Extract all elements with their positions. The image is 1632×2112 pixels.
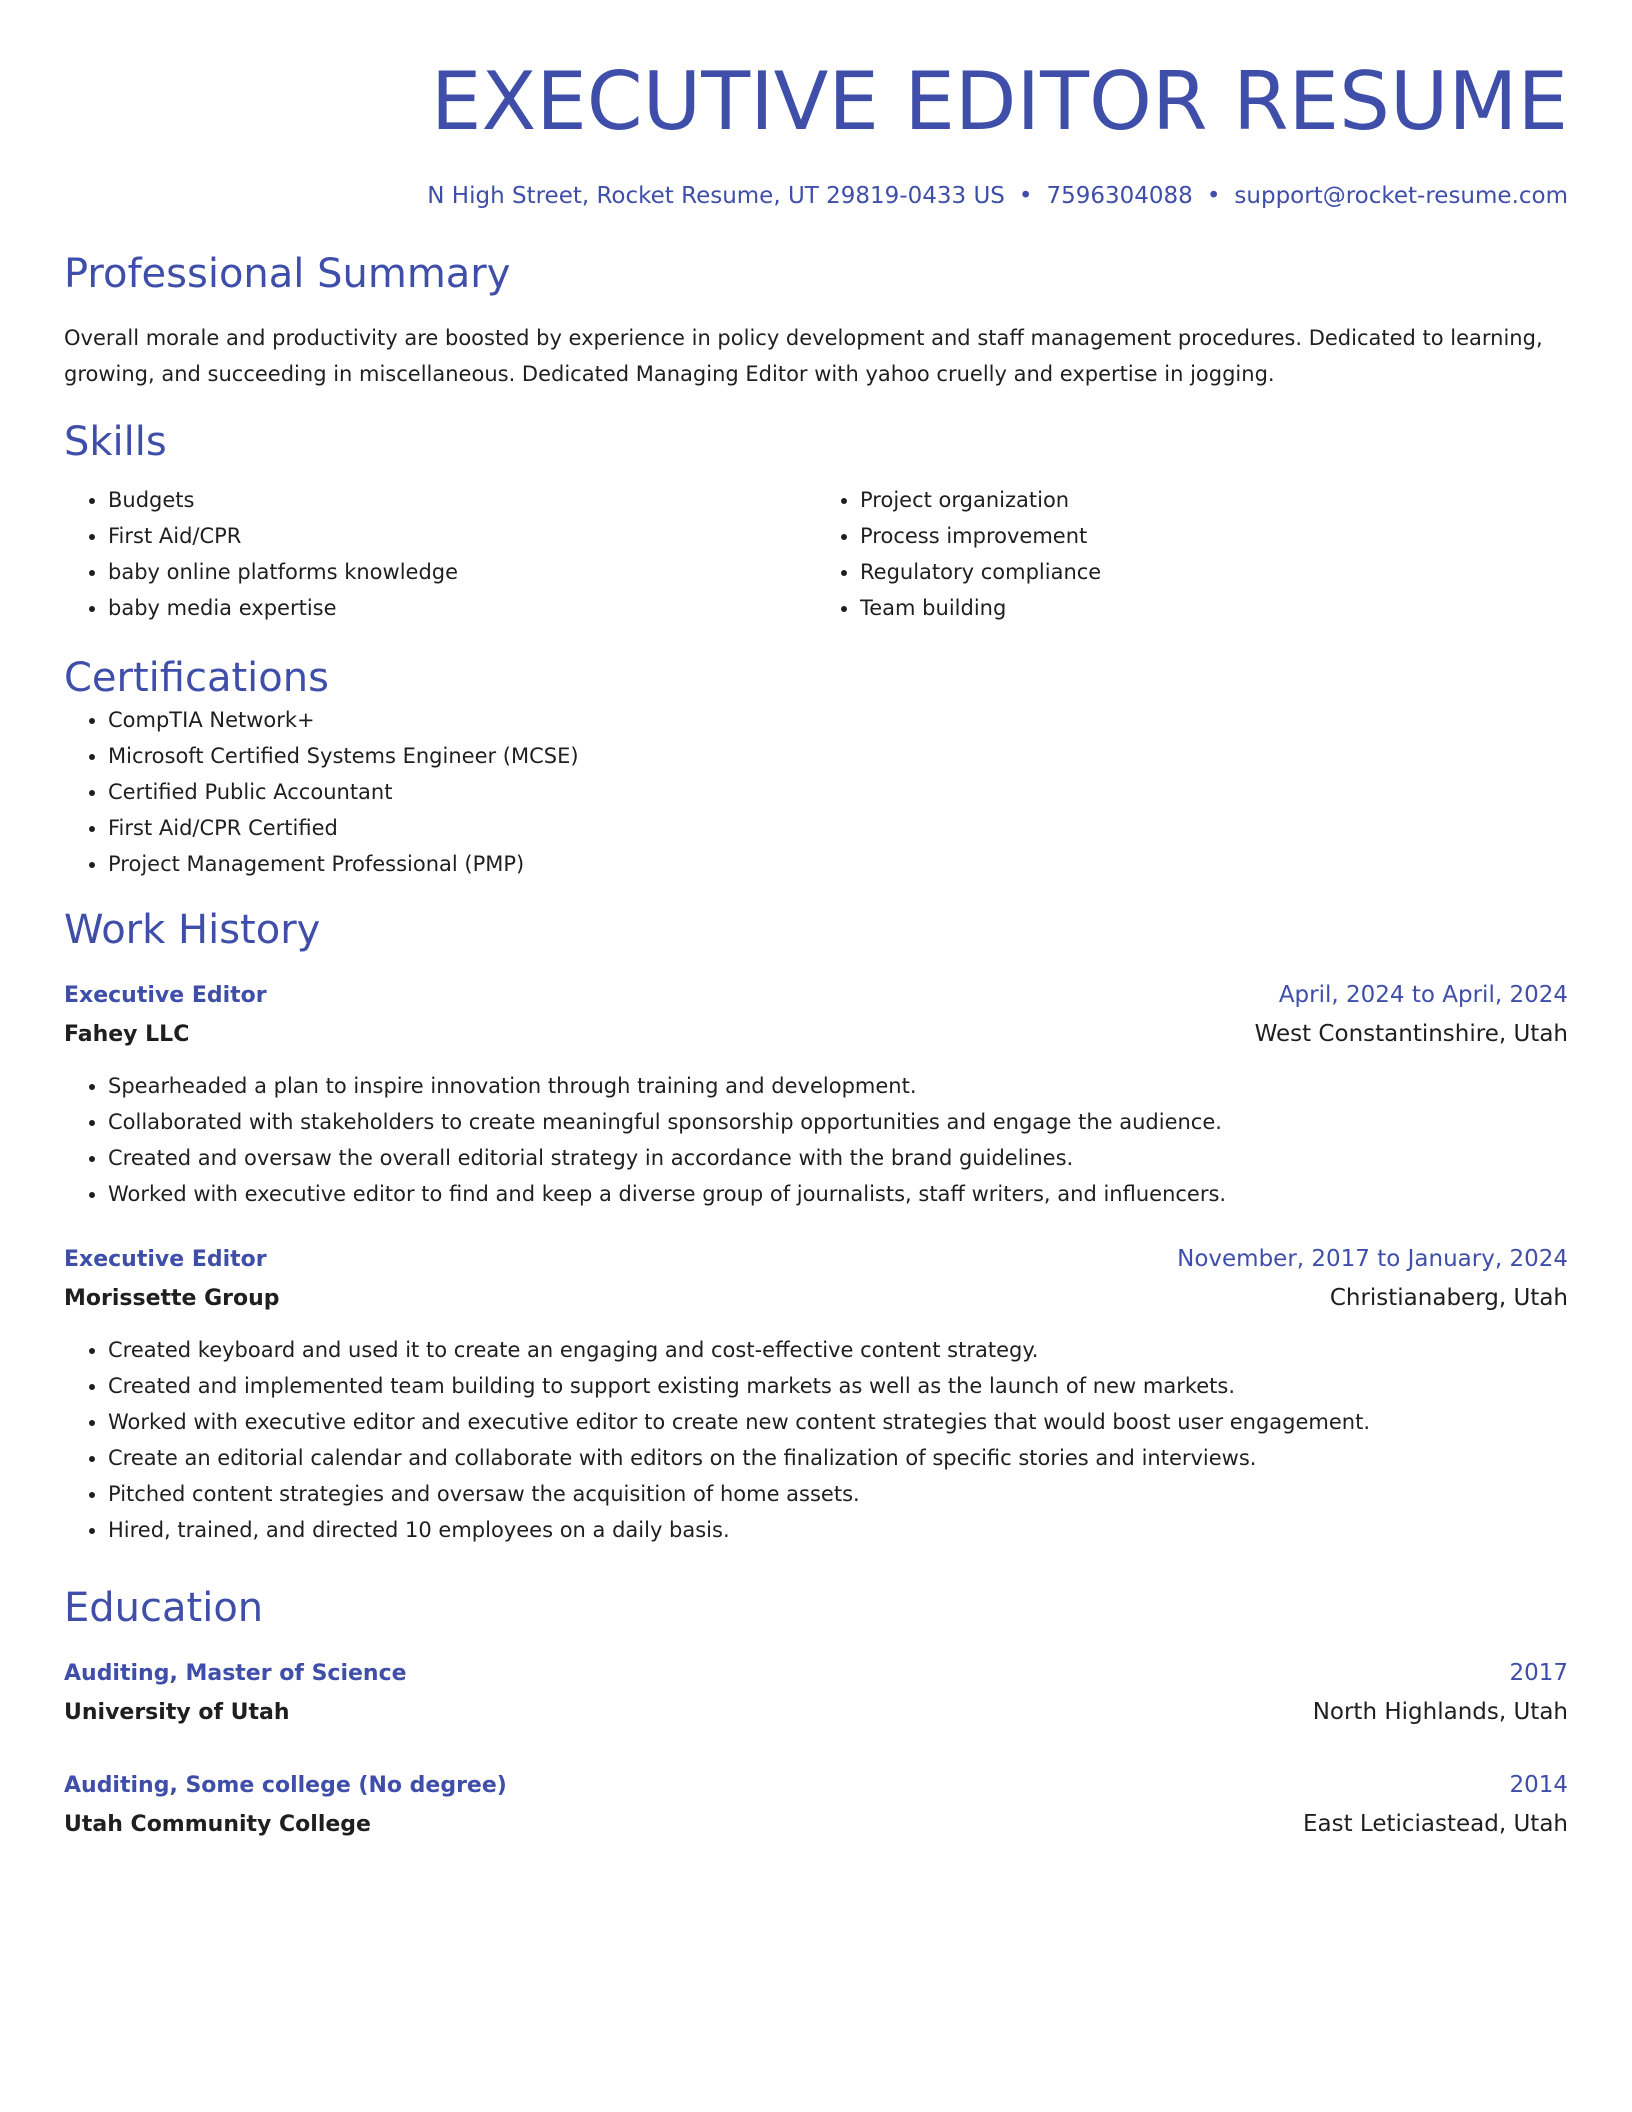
contact-separator: •: [1206, 183, 1221, 209]
resume-header: [64, 52, 1568, 212]
job-role: Executive Editor: [64, 1247, 267, 1272]
job-entry: [64, 1240, 1568, 1548]
education-school: Utah Community College: [64, 1812, 371, 1837]
contact-separator: •: [1018, 183, 1033, 209]
skill-item: • baby online platforms knowledge: [108, 554, 816, 590]
job-bullet: • Create an editorial calendar and collaborate with editors on the finalization of specific stories and interviews.: [108, 1440, 1568, 1476]
job-role: Executive Editor: [64, 983, 267, 1008]
certifications-heading: Certifications: [64, 655, 329, 701]
education-heading: Education: [64, 1585, 264, 1631]
job-dates: November, 2017 to January, 2024: [1177, 1246, 1568, 1272]
job-bullet: • Hired, trained, and directed 10 employees on a daily basis.: [108, 1512, 1568, 1548]
education-school-row: [64, 1805, 1568, 1844]
job-header-row: [64, 976, 1568, 1015]
job-bullet: • Collaborated with stakeholders to create meaningful sponsorship opportunities and engage the audience.: [108, 1104, 1568, 1140]
certification-item: • CompTIA Network+: [108, 702, 1568, 738]
job-bullet: • Worked with executive editor and executive editor to create new content strategies that would boost user engagement.: [108, 1404, 1568, 1440]
education-header-row: [64, 1654, 1568, 1693]
education-list: [64, 1654, 1568, 1844]
skills-column-right: [816, 482, 1568, 626]
education-school-row: [64, 1693, 1568, 1732]
job-entry: [64, 976, 1568, 1212]
education-location: North Highlands, Utah: [1312, 1699, 1568, 1725]
job-bullet: • Pitched content strategies and oversaw the acquisition of home assets.: [108, 1476, 1568, 1512]
skills-heading: Skills: [64, 419, 167, 465]
job-company-row: [64, 1279, 1568, 1318]
certification-item: • Project Management Professional (PMP): [108, 846, 1568, 882]
education-degree: Auditing, Some college (No degree): [64, 1773, 507, 1798]
job-location: Christianaberg, Utah: [1329, 1285, 1568, 1311]
skill-item: • Budgets: [108, 482, 816, 518]
resume-title: EXECUTIVE EDITOR RESUME: [430, 55, 1568, 148]
work-history: [64, 976, 1568, 1548]
summary-heading: Professional Summary: [64, 251, 511, 297]
job-company: Morissette Group: [64, 1286, 280, 1311]
contact-email: support@rocket-resume.com: [1234, 183, 1568, 209]
skill-item: • First Aid/CPR: [108, 518, 816, 554]
job-bullet: • Spearheaded a plan to inspire innovation through training and development.: [108, 1068, 1568, 1104]
education-year: 2014: [1509, 1772, 1568, 1798]
contact-line: [64, 180, 1568, 212]
education-entry: [64, 1654, 1568, 1732]
skill-item: • baby media expertise: [108, 590, 816, 626]
education-header-row: [64, 1766, 1568, 1805]
contact-address: N High Street, Rocket Resume, UT 29819-0433 US: [427, 183, 1005, 209]
job-dates: April, 2024 to April, 2024: [1278, 982, 1568, 1008]
job-bullet: • Created and oversaw the overall editorial strategy in accordance with the brand guidelines.: [108, 1140, 1568, 1176]
skills-list: [64, 482, 1568, 626]
job-bullets: [64, 1332, 1568, 1548]
contact-phone: 7596304088: [1046, 183, 1193, 209]
job-bullet: • Worked with executive editor to find and keep a diverse group of journalists, staff writers, and influencers.: [108, 1176, 1568, 1212]
job-company: Fahey LLC: [64, 1022, 190, 1047]
job-bullets: [64, 1068, 1568, 1212]
work-history-heading: Work History: [64, 907, 321, 953]
education-year: 2017: [1509, 1660, 1568, 1686]
certification-item: • First Aid/CPR Certified: [108, 810, 1568, 846]
skill-item: • Project organization: [860, 482, 1568, 518]
skill-item: • Regulatory compliance: [860, 554, 1568, 590]
job-bullet: • Created keyboard and used it to create an engaging and cost-effective content strategy.: [108, 1332, 1568, 1368]
certification-item: • Certified Public Accountant: [108, 774, 1568, 810]
certifications-list: [64, 702, 1568, 882]
certification-item: • Microsoft Certified Systems Engineer (MCSE): [108, 738, 1568, 774]
job-bullet: • Created and implemented team building to support existing markets as well as the launch of new markets.: [108, 1368, 1568, 1404]
job-company-row: [64, 1015, 1568, 1054]
skill-item: • Process improvement: [860, 518, 1568, 554]
job-header-row: [64, 1240, 1568, 1279]
education-location: East Leticiastead, Utah: [1302, 1811, 1568, 1837]
job-location: West Constantinshire, Utah: [1254, 1021, 1568, 1047]
skills-column-left: [64, 482, 816, 626]
summary-text: Overall morale and productivity are boosted by experience in policy development and staff management procedures. Dedicated to learning, growing, and succeeding in miscellaneous. Dedicated Managing Editor with yahoo cruelly and expertise in jogging.: [64, 326, 1543, 386]
education-degree: Auditing, Master of Science: [64, 1661, 407, 1686]
education-school: University of Utah: [64, 1700, 290, 1725]
education-entry: [64, 1766, 1568, 1844]
skill-item: • Team building: [860, 590, 1568, 626]
